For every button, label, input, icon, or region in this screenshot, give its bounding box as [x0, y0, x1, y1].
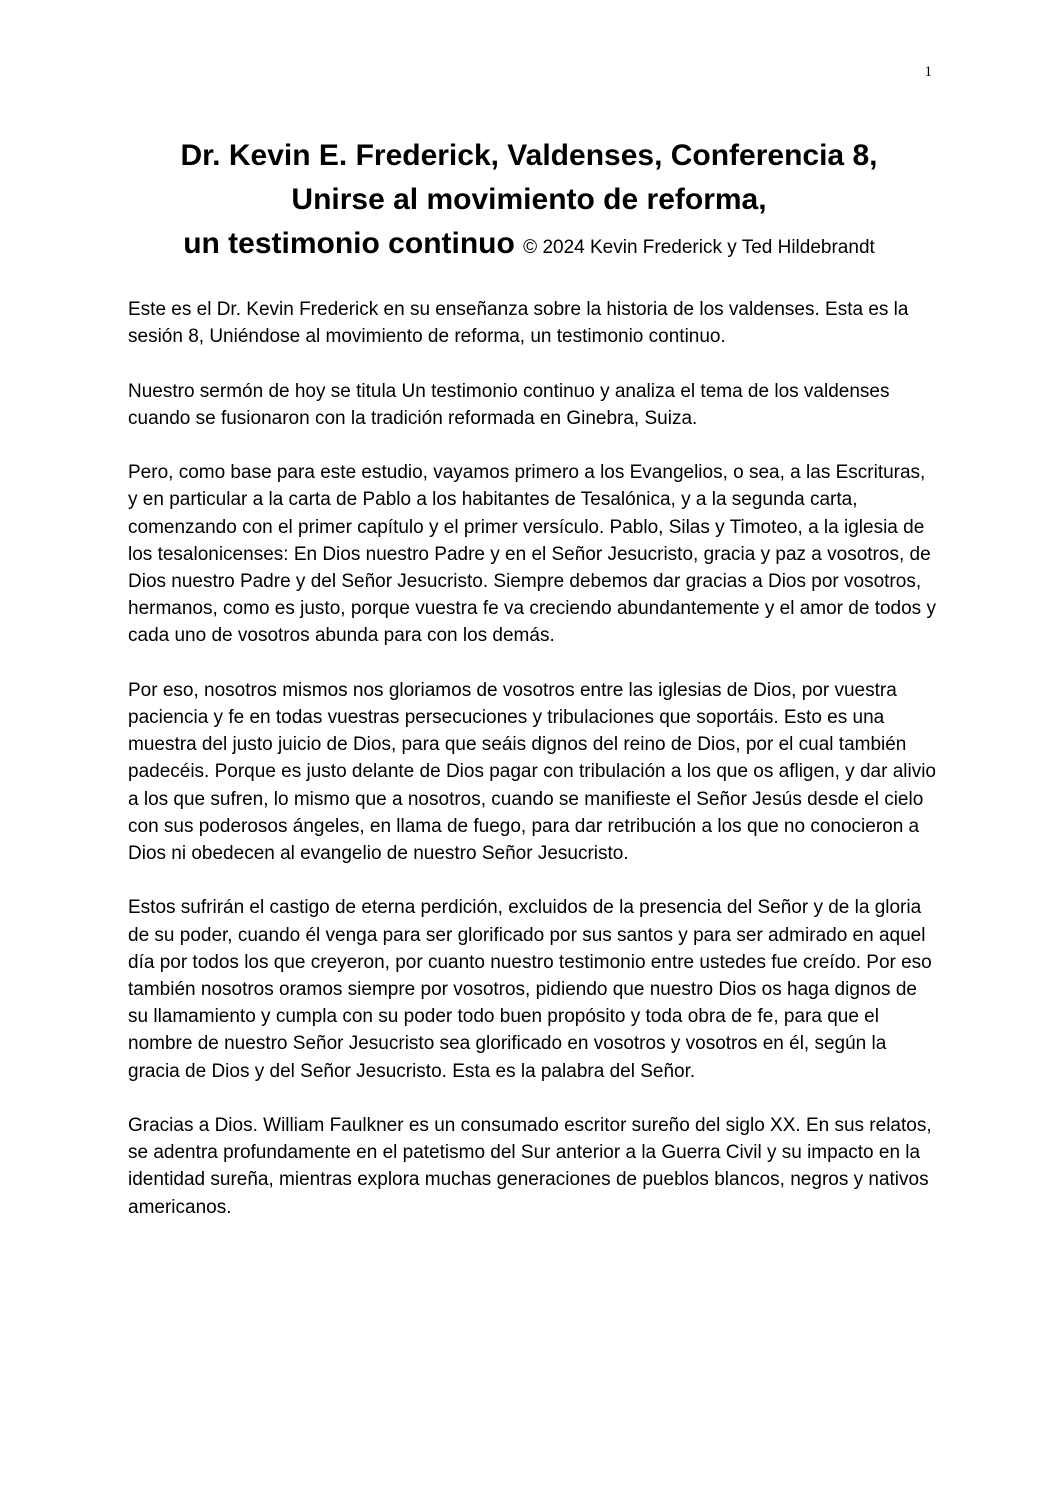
title-line-3-text: un testimonio continuo [183, 227, 515, 260]
paragraph: Pero, como base para este estudio, vayamos primero a los Evangelios, o sea, a las Escrituras, y en particular a la carta de Pablo a los habitantes de Tesalónica, y a la segunda carta, comenzando con el primer capítulo y el primer versículo. Pablo, Silas y Timoteo, a la iglesia de los tesalonicenses: En Dios nuestro Padre y en el Señor Jesucristo, gracia y paz a vosotros, de Dios nuestro Padre y del Señor Jesucristo. Siempre debemos dar gracias a Dios por vosotros, hermanos, como es justo, porque vuestra fe va creciendo abundantemente y el amor de todos y cada uno de vosotros abunda para con los demás. [128, 462, 936, 647]
document-body [128, 296, 936, 1248]
page-number: 1 [924, 64, 932, 80]
title-line-1: Dr. Kevin E. Frederick, Valdenses, Conferencia 8, [180, 139, 878, 172]
title-line-3 [60, 222, 998, 270]
paragraph: Gracias a Dios. William Faulkner es un consumado escritor sureño del siglo XX. En sus relatos, se adentra profundamente en el patetismo del Sur anterior a la Guerra Civil y su impacto en la identidad sureña, mientras explora muchas generaciones de pueblos blancos, negros y nativos americanos. [128, 1115, 932, 1218]
paragraph: Este es el Dr. Kevin Frederick en su enseñanza sobre la historia de los valdenses. Esta es la sesión 8, Uniéndose al movimiento de reforma, un testimonio continuo. [128, 299, 909, 348]
copyright-notice: © 2024 Kevin Frederick y Ted Hildebrandt [523, 237, 875, 258]
paragraph: Nuestro sermón de hoy se titula Un testimonio continuo y analiza el tema de los valdenses cuando se fusionaron con la tradición reformada en Ginebra, Suiza. [128, 380, 890, 429]
document-title [60, 134, 998, 270]
paragraph: Por eso, nosotros mismos nos gloriamos de vosotros entre las iglesias de Dios, por vuestra paciencia y fe en todas vuestras persecuciones y tribulaciones que soportáis. Esto es una muestra del justo juicio de Dios, para que seáis dignos del reino de Dios, por el cual también padecéis. Porque es justo delante de Dios pagar con tribulación a los que os afligen, y dar alivio a los que sufren, lo mismo que a nosotros, cuando se manifieste el Señor Jesús desde el cielo con sus poderosos ángeles, en llama de fuego, para dar retribución a los que no conocieron a Dios ni obedecen al evangelio de nuestro Señor Jesucristo. [128, 679, 937, 865]
title-line-2: Unirse al movimiento de reforma, [291, 183, 767, 216]
paragraph: Estos sufrirán el castigo de eterna perdición, excluidos de la presencia del Señor y de la gloria de su poder, cuando él venga para ser glorificado por sus santos y para ser admirado en aquel día por todos los que creyeron, por cuanto nuestro testimonio entre ustedes fue creído. Por eso también nosotros oramos siempre por vosotros, pidiendo que nuestro Dios os haga dignos de su llamamiento y cumpla con su poder todo buen propósito y toda obra de fe, para que el nombre de nuestro Señor Jesucristo sea glorificado en vosotros y vosotros en él, según la gracia de Dios y del Señor Jesucristo. Esta es la palabra del Señor. [128, 897, 932, 1082]
